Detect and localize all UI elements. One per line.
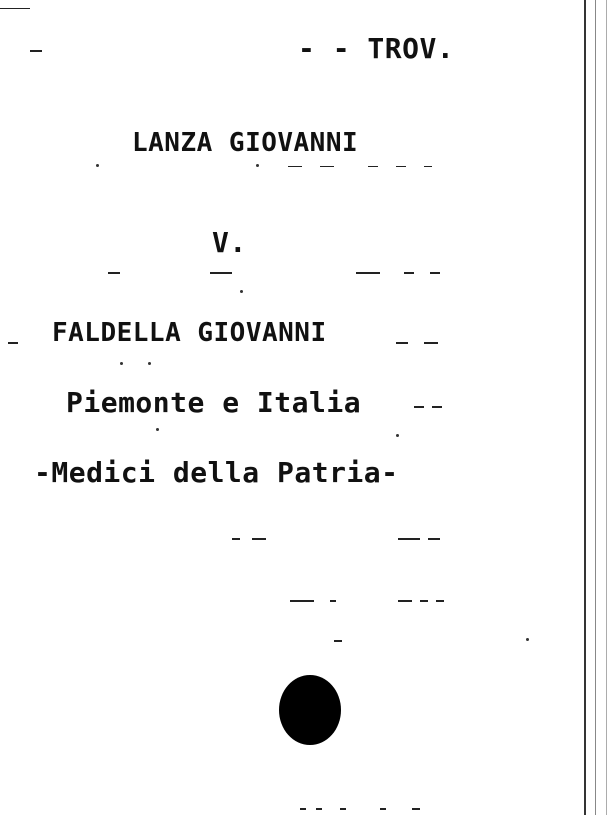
- dash-mark: [436, 600, 444, 602]
- dash-mark: [30, 50, 42, 52]
- card-edge-line: [595, 0, 596, 815]
- dash-mark: [414, 406, 424, 408]
- dash-mark: [356, 272, 380, 274]
- dash-mark: [396, 342, 408, 344]
- work-title-line-1: Piemonte e Italia: [66, 386, 362, 419]
- dash-mark: [396, 166, 406, 167]
- dash-mark: [288, 166, 302, 167]
- dash-mark: [290, 600, 314, 602]
- dot-mark: [156, 428, 159, 431]
- dash-mark: [432, 406, 442, 408]
- dash-mark: [428, 538, 440, 540]
- dot-mark: [240, 290, 243, 293]
- dot-mark: [526, 638, 529, 641]
- dash-mark: [232, 538, 240, 540]
- dot-mark: [256, 164, 259, 167]
- card-header-trov: - - TROV.: [298, 32, 455, 65]
- punch-hole: [279, 675, 341, 745]
- dash-mark: [108, 272, 120, 274]
- dash-mark: [430, 272, 440, 274]
- defendant-name: FALDELLA GIOVANNI: [52, 318, 327, 348]
- card-edge-line: [606, 0, 607, 815]
- versus-marker: V.: [212, 226, 247, 259]
- work-title-line-2: -Medici della Patria-: [34, 456, 399, 489]
- dash-mark: [320, 166, 334, 167]
- dash-mark: [398, 600, 412, 602]
- dot-mark: [148, 362, 151, 365]
- dash-mark: [380, 808, 386, 810]
- plaintiff-name: LANZA GIOVANNI: [132, 128, 359, 158]
- dash-mark: [8, 342, 18, 344]
- dash-mark: [300, 808, 306, 810]
- dot-mark: [96, 164, 99, 167]
- dot-mark: [120, 362, 123, 365]
- dash-mark: [316, 808, 322, 810]
- dash-mark: [424, 342, 438, 344]
- dash-mark: [340, 808, 346, 810]
- dash-mark: [420, 600, 428, 602]
- dash-mark: [210, 272, 232, 274]
- dash-mark: [0, 8, 30, 9]
- dash-mark: [404, 272, 414, 274]
- dot-mark: [396, 434, 399, 437]
- dash-mark: [412, 808, 420, 810]
- dash-mark: [424, 166, 432, 167]
- dash-mark: [330, 600, 336, 602]
- dash-mark: [252, 538, 266, 540]
- dash-mark: [334, 640, 342, 642]
- dash-mark: [398, 538, 420, 540]
- card-edge-line: [584, 0, 586, 815]
- dash-mark: [368, 166, 378, 167]
